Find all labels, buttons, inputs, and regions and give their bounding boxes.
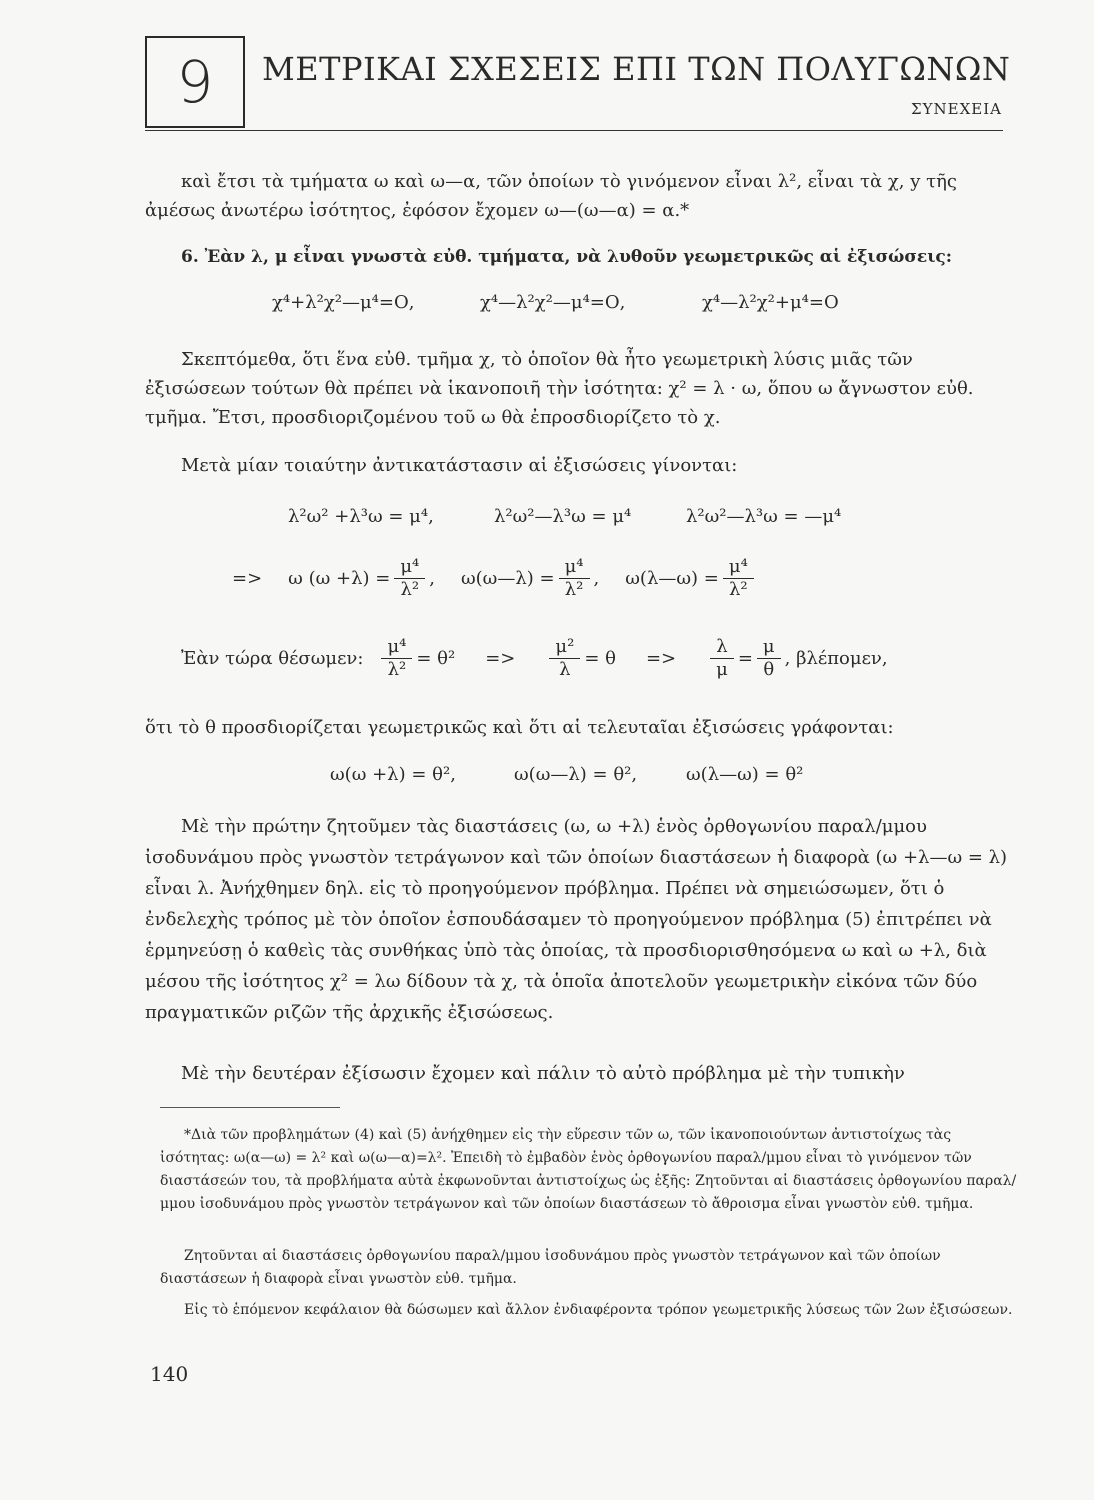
footnote-3: Εἰς τὸ ἑπόμενον κεφάλαιον θὰ δώσωμεν καὶ ἄλλον ἐνδιαφέροντα τρόπον γεωμετρικῆς λύσεως τῶν 2ων ἐξισώσεων. [184,1302,1013,1318]
paragraph-5: ὅτι τὸ θ προσδιορίζεται γεωμετρικῶς καὶ ὅτι αἱ τελευταῖαι ἐξισώσεις γράφονται: [145,717,894,738]
equation-1b: χ⁴—λ²χ²—μ⁴=Ο, [480,292,626,313]
fraction-lambda-mu: $\frac{\lambda}{\mu}$ [710,636,734,680]
fraction-mu-theta: $\frac{\mu}{\theta}$ [757,636,781,680]
footnote-1: *Διὰ τῶν προβλημάτων (4) καὶ (5) ἀνήχθημεν εἰς τὴν εὕρεσιν τῶν ω, τῶν ἱκανοποιούντων ἀντιστοίχως τὰς ἰσότητας: ω(α—ω) = λ² καὶ ω(ω—α)=λ². Ἐπειδὴ τὸ ἐμβαδὸν ἑνὸς ὀρθογωνίου παραλ/μμου εἶναι τὸ γινόμενον τῶν διαστάσεών του, τὰ προβλήματα αὐτὰ ἐκφωνοῦνται ἀντιστοίχως ὡς ἑξῆς: Ζητοῦνται αἱ διαστάσεις ὀρθογωνίου παραλ/μμου ἰσοδυνάμου πρὸς γνωστὸν τετράγωνον καὶ τῶν ὁποίων διαστάσεων τὸ ἄθροισμα εἶναι γνωστὸν εὐθ. τμῆμα. [160,1127,1017,1213]
equation-row-3: => ω (ω +λ) = $\frac{\text{μ⁴}}{\text{λ²}}$ , ω(ω—λ) = $\frac{\text{μ⁴}}{\text{λ²}}$ , ω(λ—ω) = $\frac{\text{μ⁴}}{\text{λ²}}$ [232,556,758,600]
fraction-mu4-lambda2: $\frac{\text{μ⁴}}{\text{λ²}}$ [381,636,412,680]
equation-2c: λ²ω²—λ³ω = —μ⁴ [686,506,842,527]
substitution-lead: Ἐὰν τώρα θέσωμεν: [181,647,364,669]
footnote-divider [160,1107,340,1108]
equation-1a: χ⁴+λ²χ²—μ⁴=Ο, [272,292,415,313]
fraction-mu2-lambda: $\frac{\text{μ²}}{\lambda}$ [549,636,580,680]
equation-5a: ω(ω +λ) = θ², [330,764,456,785]
chapter-title: ΜΕΤΡΙΚΑΙ ΣΧΕΣΕΙΣ ΕΠΙ ΤΩΝ ΠΟΛΥΓΩΝΩΝ [262,50,1011,88]
paragraph-7: Μὲ τὴν δευτέραν ἐξίσωσιν ἔχομεν καὶ πάλιν τὸ αὐτὸ πρόβλημα μὲ τὴν τυπικὴν [181,1063,905,1084]
paragraph-1: καὶ ἔτσι τὰ τμήματα ω καὶ ω—α, τῶν ὁποίων τὸ γινόμενον εἶναι λ², εἶναι τὰ χ, y τῆς ἀμέσως ἀνωτέρω ἰσότητος, ἐφόσον ἔχομεν ω—(ω—α) = α.* [145,171,957,221]
equation-row-4: Ἐὰν τώρα θέσωμεν: $\frac{\text{μ⁴}}{\text{λ²}}$ = θ² => $\frac{\text{μ²}}{\lambda}$ = θ => $\frac{\lambda}{\mu}$ = $\frac{\mu}{\theta}$ , βλέπομεν, [181,636,888,680]
eq3a-left: ω (ω +λ) = [288,567,391,589]
eq3c-left: ω(λ—ω) = [625,567,719,589]
fraction-mu4-lambda2: $\frac{\text{μ⁴}}{\text{λ²}}$ [394,556,425,600]
equation-2b: λ²ω²—λ³ω = μ⁴ [494,506,632,527]
equation-1c: χ⁴—λ²χ²+μ⁴=Ο [702,292,839,313]
chapter-number-box [145,36,245,128]
paragraph-2: Σκεπτόμεθα, ὅτι ἕνα εὐθ. τμῆμα χ, τὸ ὁποῖον θὰ ἦτο γεωμετρικὴ λύσις μιᾶς τῶν ἐξισώσεων τούτων θὰ πρέπει νὰ ἱκανοποιῆ τὴν ἰσότητα: χ² = λ · ω, ὅπου ω ἄγνωστον εὐθ. τμῆμα. Ἔτσι, προσδιοριζομένου τοῦ ω θὰ ἐπροσδιορίζετο τὸ χ. [145,349,974,428]
footnote-2: Ζητοῦνται αἱ διαστάσεις ὀρθογωνίου παραλ/μμου ἰσοδυνάμου πρὸς γνωστὸν τετράγωνον καὶ τῶν ὁποίων διαστάσεων ἡ διαφορὰ εἶναι γνωστὸν εὐθ. τμῆμα. [160,1248,941,1288]
chapter-continued-label: ΣΥΝΕΧΕΙΑ [911,100,1002,118]
fraction-mu4-lambda2: $\frac{\text{μ⁴}}{\text{λ²}}$ [723,556,754,600]
paragraph-3: Μετὰ μίαν τοιαύτην ἀντικατάστασιν αἱ ἐξισώσεις γίνονται: [181,455,738,476]
implies-symbol: => [232,567,263,589]
chapter-number: 9 [176,48,214,116]
equation-5b: ω(ω—λ) = θ², [514,764,638,785]
equation-5c: ω(λ—ω) = θ² [686,764,804,785]
paragraph-6: Μὲ τὴν πρώτην ζητοῦμεν τὰς διαστάσεις (ω, ω +λ) ἑνὸς ὀρθογωνίου παραλ/μμου ἰσοδυνάμου πρὸς γνωστὸν τετράγωνον καὶ τῶν ὁποίων διαστάσεων ἡ διαφορὰ (ω +λ—ω = λ) εἶναι λ. Ἀνήχθημεν δηλ. εἰς τὸ προηγούμενον πρόβλημα. Πρέπει νὰ σημειώσωμεν, ὅτι ὁ ἐνδελεχὴς τρόπος μὲ τὸν ὁποῖον ἐσπουδάσαμεν τὸ προηγούμενον πρόβλημα (5) ἐπιτρέπει νὰ ἑρμηνεύσῃ ὁ καθεὶς τὰς συνθήκας ὑπὸ τὰς ὁποίας, τὰ προσδιορισθησόμενα ω καὶ ω +λ, διὰ μέσου τῆς ἰσότητος χ² = λω δίδουν τὰ χ, τὰ ὁποῖα ἀποτελοῦν γεωμετρικὴν εἰκόνα τῶν δύο πραγματικῶν ριζῶν τῆς ἀρχικῆς ἐξισώσεως. [145,816,1008,1023]
equation-2a: λ²ω² +λ³ω = μ⁴, [288,506,434,527]
problem-6-heading: 6. Ἐὰν λ, μ εἶναι γνωστὰ εὐθ. τμήματα, νὰ λυθοῦν γεωμετρικῶς αἱ ἐξισώσεις: [181,247,953,267]
fraction-mu4-lambda2: $\frac{\text{μ⁴}}{\text{λ²}}$ [559,556,590,600]
header-divider [145,130,1003,131]
eq3b-left: ω(ω—λ) = [460,567,555,589]
page-number: 140 [150,1362,189,1386]
